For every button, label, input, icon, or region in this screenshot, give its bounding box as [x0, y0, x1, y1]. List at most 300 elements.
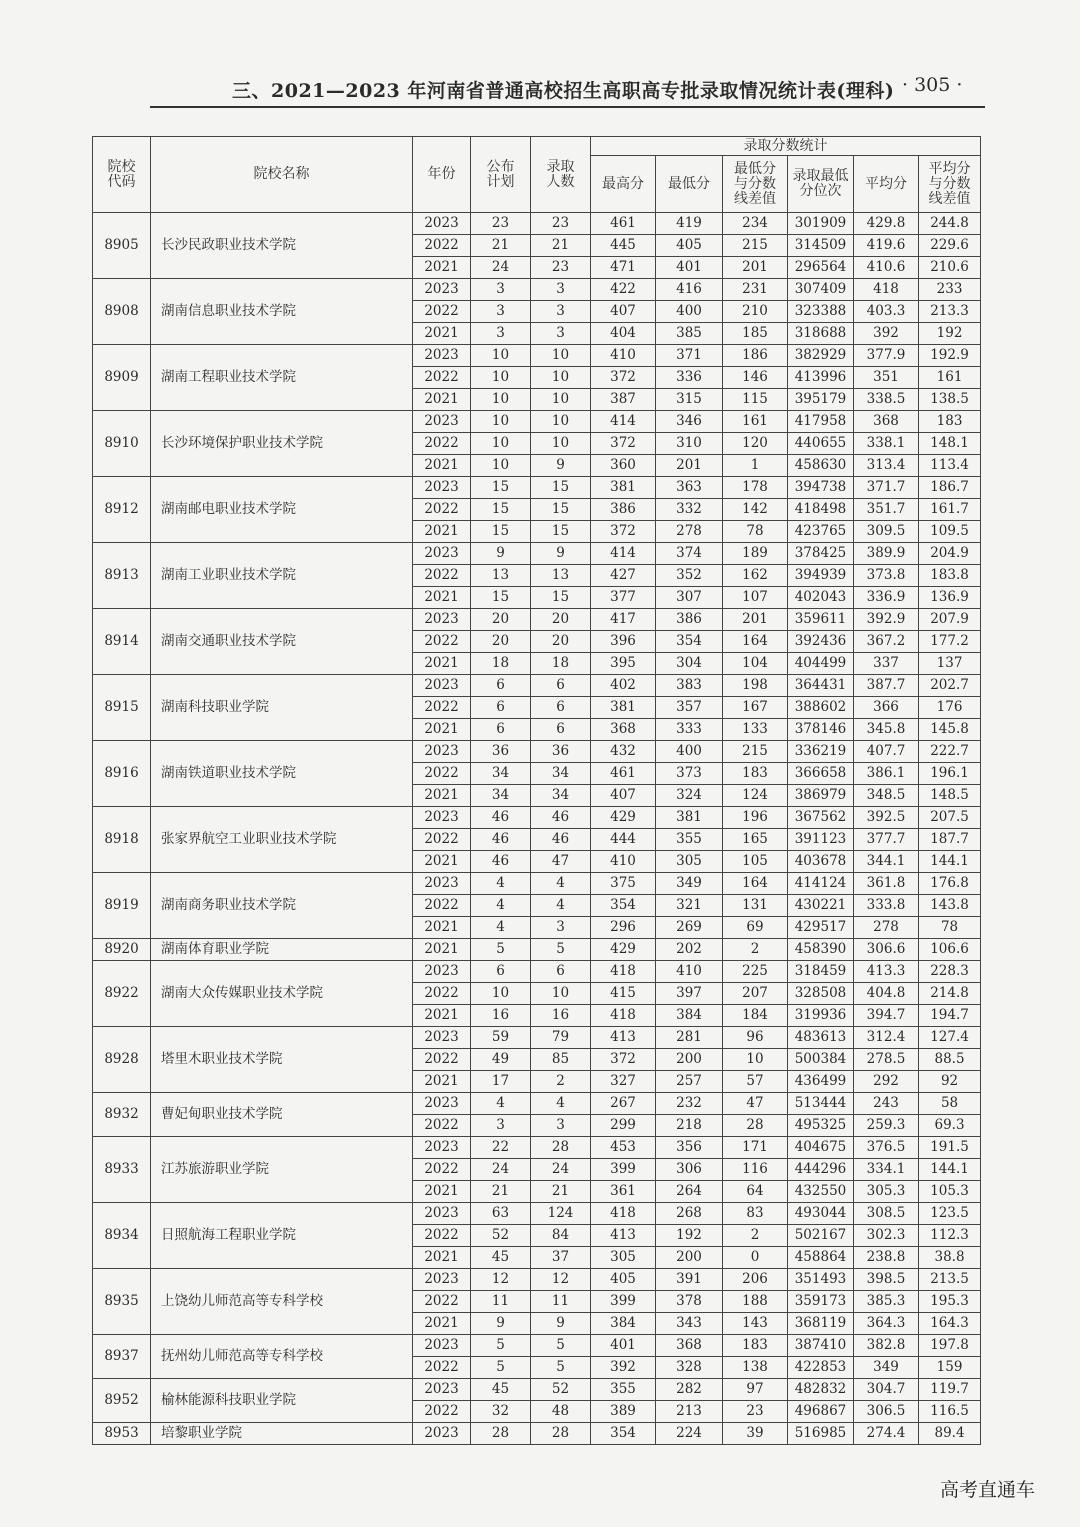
cell-max: 396: [591, 631, 656, 653]
cell-min: 218: [656, 1115, 723, 1137]
table-row: [93, 1093, 981, 1115]
cell-year: 2021: [413, 653, 471, 675]
cell-plan: 4: [471, 1093, 531, 1115]
cell-year: 2022: [413, 697, 471, 719]
cell-avg-diff: 112.3: [919, 1225, 981, 1247]
cell-plan: 24: [471, 257, 531, 279]
cell-admitted: 84: [531, 1225, 591, 1247]
cell-max: 444: [591, 829, 656, 851]
cell-plan: 6: [471, 697, 531, 719]
cell-avg-diff: 138.5: [919, 389, 981, 411]
cell-max: 414: [591, 543, 656, 565]
cell-avg: 404.8: [854, 983, 919, 1005]
cell-rank: 418498: [788, 499, 854, 521]
cell-avg-diff: 228.3: [919, 961, 981, 983]
cell-min-diff: 78: [723, 521, 788, 543]
cell-min: 321: [656, 895, 723, 917]
cell-plan: 10: [471, 367, 531, 389]
cell-plan: 15: [471, 499, 531, 521]
cell-min: 306: [656, 1159, 723, 1181]
cell-avg-diff: 183: [919, 411, 981, 433]
cell-year: 2021: [413, 785, 471, 807]
cell-min: 371: [656, 345, 723, 367]
school-code: 8919: [93, 873, 151, 939]
cell-avg: 313.4: [854, 455, 919, 477]
cell-admitted: 46: [531, 807, 591, 829]
cell-admitted: 24: [531, 1159, 591, 1181]
cell-plan: 15: [471, 587, 531, 609]
table-body: [93, 213, 981, 1445]
cell-min-diff: 215: [723, 741, 788, 763]
cell-avg-diff: 89.4: [919, 1423, 981, 1445]
cell-min: 355: [656, 829, 723, 851]
cell-admitted: 10: [531, 345, 591, 367]
cell-avg: 366: [854, 697, 919, 719]
col-name: 院校名称: [151, 137, 413, 213]
cell-plan: 28: [471, 1423, 531, 1445]
cell-avg-diff: 222.7: [919, 741, 981, 763]
cell-avg: 349: [854, 1357, 919, 1379]
cell-avg-diff: 210.6: [919, 257, 981, 279]
cell-avg: 308.5: [854, 1203, 919, 1225]
cell-min-diff: 83: [723, 1203, 788, 1225]
cell-rank: 328508: [788, 983, 854, 1005]
school-name: 湖南信息职业技术学院: [151, 279, 413, 345]
cell-min: 368: [656, 1335, 723, 1357]
cell-year: 2021: [413, 917, 471, 939]
cell-avg: 243: [854, 1093, 919, 1115]
cell-min-diff: 188: [723, 1291, 788, 1313]
cell-min-diff: 178: [723, 477, 788, 499]
cell-avg-diff: 196.1: [919, 763, 981, 785]
cell-year: 2023: [413, 675, 471, 697]
cell-avg: 410.6: [854, 257, 919, 279]
table-row: [93, 477, 981, 499]
cell-rank: 417958: [788, 411, 854, 433]
col-rank: 录取最低分位次: [788, 156, 854, 213]
cell-avg: 394.7: [854, 1005, 919, 1027]
cell-year: 2022: [413, 565, 471, 587]
cell-rank: 366658: [788, 763, 854, 785]
school-name: 湖南工业职业技术学院: [151, 543, 413, 609]
cell-plan: 3: [471, 301, 531, 323]
school-name: 湖南交通职业技术学院: [151, 609, 413, 675]
cell-min-diff: 2: [723, 1225, 788, 1247]
cell-plan: 5: [471, 939, 531, 961]
table-row: [93, 807, 981, 829]
cell-plan: 11: [471, 1291, 531, 1313]
cell-min: 397: [656, 983, 723, 1005]
cell-plan: 21: [471, 1181, 531, 1203]
cell-min: 416: [656, 279, 723, 301]
cell-min: 281: [656, 1027, 723, 1049]
cell-max: 453: [591, 1137, 656, 1159]
cell-admitted: 6: [531, 719, 591, 741]
cell-min-diff: 201: [723, 609, 788, 631]
cell-min-diff: 124: [723, 785, 788, 807]
cell-max: 395: [591, 653, 656, 675]
cell-min: 391: [656, 1269, 723, 1291]
cell-admitted: 20: [531, 631, 591, 653]
cell-avg: 418: [854, 279, 919, 301]
cell-max: 410: [591, 345, 656, 367]
cell-avg: 348.5: [854, 785, 919, 807]
cell-min: 201: [656, 455, 723, 477]
cell-rank: 430221: [788, 895, 854, 917]
cell-admitted: 34: [531, 763, 591, 785]
cell-min-diff: 161: [723, 411, 788, 433]
cell-max: 381: [591, 697, 656, 719]
cell-year: 2023: [413, 1335, 471, 1357]
cell-min: 202: [656, 939, 723, 961]
cell-rank: 318459: [788, 961, 854, 983]
cell-plan: 10: [471, 411, 531, 433]
cell-min: 410: [656, 961, 723, 983]
cell-min-diff: 96: [723, 1027, 788, 1049]
cell-plan: 15: [471, 521, 531, 543]
cell-admitted: 52: [531, 1379, 591, 1401]
cell-avg-diff: 233: [919, 279, 981, 301]
cell-year: 2022: [413, 763, 471, 785]
cell-avg: 302.3: [854, 1225, 919, 1247]
cell-plan: 20: [471, 609, 531, 631]
cell-plan: 23: [471, 213, 531, 235]
cell-rank: 296564: [788, 257, 854, 279]
cell-max: 384: [591, 1313, 656, 1335]
cell-avg-diff: 194.7: [919, 1005, 981, 1027]
cell-min: 304: [656, 653, 723, 675]
cell-min: 200: [656, 1049, 723, 1071]
cell-admitted: 37: [531, 1247, 591, 1269]
cell-rank: 359173: [788, 1291, 854, 1313]
cell-max: 418: [591, 961, 656, 983]
cell-plan: 20: [471, 631, 531, 653]
cell-min: 401: [656, 257, 723, 279]
school-code: 8933: [93, 1137, 151, 1203]
cell-avg: 333.8: [854, 895, 919, 917]
cell-year: 2021: [413, 257, 471, 279]
cell-min: 356: [656, 1137, 723, 1159]
cell-max: 404: [591, 323, 656, 345]
cell-avg-diff: 192.9: [919, 345, 981, 367]
cell-min-diff: 64: [723, 1181, 788, 1203]
cell-avg-diff: 92: [919, 1071, 981, 1093]
cell-min: 213: [656, 1401, 723, 1423]
cell-min: 310: [656, 433, 723, 455]
cell-admitted: 9: [531, 543, 591, 565]
cell-min: 257: [656, 1071, 723, 1093]
col-avg-diff: 平均分与分数线差值: [919, 156, 981, 213]
cell-plan: 10: [471, 433, 531, 455]
cell-max: 418: [591, 1005, 656, 1027]
cell-avg-diff: 148.1: [919, 433, 981, 455]
cell-admitted: 15: [531, 587, 591, 609]
cell-max: 445: [591, 235, 656, 257]
cell-rank: 395179: [788, 389, 854, 411]
cell-year: 2021: [413, 389, 471, 411]
cell-avg: 429.8: [854, 213, 919, 235]
cell-min-diff: 189: [723, 543, 788, 565]
cell-min: 269: [656, 917, 723, 939]
cell-rank: 429517: [788, 917, 854, 939]
school-code: 8920: [93, 939, 151, 961]
cell-plan: 13: [471, 565, 531, 587]
cell-min: 419: [656, 213, 723, 235]
cell-year: 2021: [413, 521, 471, 543]
cell-admitted: 15: [531, 477, 591, 499]
school-name: 抚州幼儿师范高等专科学校: [151, 1335, 413, 1379]
cell-max: 413: [591, 1027, 656, 1049]
cell-admitted: 11: [531, 1291, 591, 1313]
cell-rank: 422853: [788, 1357, 854, 1379]
cell-plan: 6: [471, 675, 531, 697]
cell-avg-diff: 195.3: [919, 1291, 981, 1313]
cell-avg-diff: 207.5: [919, 807, 981, 829]
cell-min-diff: 225: [723, 961, 788, 983]
cell-rank: 404499: [788, 653, 854, 675]
cell-avg: 306.5: [854, 1401, 919, 1423]
cell-plan: 49: [471, 1049, 531, 1071]
cell-admitted: 3: [531, 917, 591, 939]
cell-min: 200: [656, 1247, 723, 1269]
cell-min: 315: [656, 389, 723, 411]
cell-admitted: 10: [531, 367, 591, 389]
cell-min: 381: [656, 807, 723, 829]
cell-avg-diff: 137: [919, 653, 981, 675]
cell-year: 2022: [413, 1291, 471, 1313]
cell-min-diff: 133: [723, 719, 788, 741]
cell-rank: 500384: [788, 1049, 854, 1071]
cell-admitted: 28: [531, 1423, 591, 1445]
cell-admitted: 23: [531, 257, 591, 279]
cell-rank: 493044: [788, 1203, 854, 1225]
cell-plan: 21: [471, 235, 531, 257]
cell-avg-diff: 109.5: [919, 521, 981, 543]
col-group-score-stats: 录取分数统计: [591, 137, 981, 156]
cell-plan: 3: [471, 279, 531, 301]
cell-max: 461: [591, 763, 656, 785]
cell-admitted: 4: [531, 873, 591, 895]
cell-admitted: 6: [531, 961, 591, 983]
cell-admitted: 47: [531, 851, 591, 873]
cell-rank: 367562: [788, 807, 854, 829]
cell-admitted: 20: [531, 609, 591, 631]
cell-admitted: 46: [531, 829, 591, 851]
cell-avg: 312.4: [854, 1027, 919, 1049]
cell-admitted: 15: [531, 499, 591, 521]
cell-year: 2023: [413, 1093, 471, 1115]
cell-min: 336: [656, 367, 723, 389]
school-name: 湖南工程职业技术学院: [151, 345, 413, 411]
cell-max: 407: [591, 785, 656, 807]
cell-avg-diff: 197.8: [919, 1335, 981, 1357]
cell-avg: 351: [854, 367, 919, 389]
cell-avg-diff: 183.8: [919, 565, 981, 587]
cell-rank: 378146: [788, 719, 854, 741]
cell-avg: 385.3: [854, 1291, 919, 1313]
cell-admitted: 3: [531, 301, 591, 323]
cell-max: 392: [591, 1357, 656, 1379]
cell-min: 264: [656, 1181, 723, 1203]
cell-avg-diff: 123.5: [919, 1203, 981, 1225]
school-name: 湖南科技职业学院: [151, 675, 413, 741]
cell-max: 402: [591, 675, 656, 697]
table-row: [93, 411, 981, 433]
school-code: 8935: [93, 1269, 151, 1335]
cell-avg: 304.7: [854, 1379, 919, 1401]
cell-year: 2022: [413, 1225, 471, 1247]
cell-rank: 382929: [788, 345, 854, 367]
cell-plan: 46: [471, 807, 531, 829]
col-max: 最高分: [591, 156, 656, 213]
cell-year: 2021: [413, 939, 471, 961]
cell-max: 372: [591, 367, 656, 389]
cell-min-diff: 0: [723, 1247, 788, 1269]
cell-avg-diff: 119.7: [919, 1379, 981, 1401]
cell-avg: 413.3: [854, 961, 919, 983]
table-row: [93, 1269, 981, 1291]
cell-min-diff: 231: [723, 279, 788, 301]
table-row: [93, 1379, 981, 1401]
cell-min-diff: 105: [723, 851, 788, 873]
cell-admitted: 23: [531, 213, 591, 235]
cell-avg-diff: 204.9: [919, 543, 981, 565]
cell-avg: 338.1: [854, 433, 919, 455]
cell-year: 2022: [413, 1049, 471, 1071]
cell-max: 375: [591, 873, 656, 895]
cell-rank: 319936: [788, 1005, 854, 1027]
cell-max: 413: [591, 1225, 656, 1247]
cell-avg-diff: 78: [919, 917, 981, 939]
cell-rank: 359611: [788, 609, 854, 631]
cell-rank: 394738: [788, 477, 854, 499]
cell-max: 405: [591, 1269, 656, 1291]
cell-max: 360: [591, 455, 656, 477]
cell-year: 2022: [413, 301, 471, 323]
cell-min-diff: 234: [723, 213, 788, 235]
school-code: 8909: [93, 345, 151, 411]
cell-avg-diff: 187.7: [919, 829, 981, 851]
cell-max: 417: [591, 609, 656, 631]
cell-plan: 18: [471, 653, 531, 675]
cell-year: 2022: [413, 1401, 471, 1423]
school-code: 8905: [93, 213, 151, 279]
school-code: 8918: [93, 807, 151, 873]
table-row: [93, 741, 981, 763]
cell-max: 386: [591, 499, 656, 521]
cell-avg: 338.5: [854, 389, 919, 411]
table-row: [93, 543, 981, 565]
cell-year: 2023: [413, 741, 471, 763]
watermark-text: 高考直通车: [940, 1479, 1036, 1501]
cell-admitted: 5: [531, 939, 591, 961]
cell-year: 2021: [413, 1005, 471, 1027]
table-row: [93, 675, 981, 697]
cell-plan: 5: [471, 1335, 531, 1357]
cell-max: 399: [591, 1291, 656, 1313]
cell-avg: 278: [854, 917, 919, 939]
col-admitted: 录取人数: [531, 137, 591, 213]
cell-avg: 367.2: [854, 631, 919, 653]
cell-avg: 259.3: [854, 1115, 919, 1137]
table-row: [93, 609, 981, 631]
cell-rank: 483613: [788, 1027, 854, 1049]
cell-avg-diff: 105.3: [919, 1181, 981, 1203]
cell-max: 415: [591, 983, 656, 1005]
cell-admitted: 10: [531, 389, 591, 411]
cell-admitted: 9: [531, 455, 591, 477]
cell-admitted: 13: [531, 565, 591, 587]
cell-rank: 495325: [788, 1115, 854, 1137]
cell-min: 232: [656, 1093, 723, 1115]
cell-admitted: 124: [531, 1203, 591, 1225]
cell-avg-diff: 161: [919, 367, 981, 389]
cell-year: 2021: [413, 719, 471, 741]
cell-avg-diff: 148.5: [919, 785, 981, 807]
cell-min: 268: [656, 1203, 723, 1225]
table-row: [93, 1027, 981, 1049]
school-name: 塔里木职业技术学院: [151, 1027, 413, 1093]
cell-max: 354: [591, 1423, 656, 1445]
cell-year: 2022: [413, 499, 471, 521]
cell-min: 374: [656, 543, 723, 565]
cell-min-diff: 69: [723, 917, 788, 939]
cell-plan: 9: [471, 543, 531, 565]
cell-year: 2023: [413, 1269, 471, 1291]
cell-avg: 377.9: [854, 345, 919, 367]
school-code: 8912: [93, 477, 151, 543]
cell-min: 343: [656, 1313, 723, 1335]
cell-min: 278: [656, 521, 723, 543]
cell-max: 401: [591, 1335, 656, 1357]
cell-rank: 458390: [788, 939, 854, 961]
cell-max: 372: [591, 521, 656, 543]
cell-avg: 368: [854, 411, 919, 433]
cell-rank: 444296: [788, 1159, 854, 1181]
cell-avg: 376.5: [854, 1137, 919, 1159]
cell-min-diff: 206: [723, 1269, 788, 1291]
cell-admitted: 3: [531, 323, 591, 345]
cell-year: 2021: [413, 323, 471, 345]
cell-avg: 292: [854, 1071, 919, 1093]
cell-min: 307: [656, 587, 723, 609]
cell-plan: 4: [471, 873, 531, 895]
cell-avg: 344.1: [854, 851, 919, 873]
cell-admitted: 28: [531, 1137, 591, 1159]
cell-min-diff: 47: [723, 1093, 788, 1115]
cell-plan: 5: [471, 1357, 531, 1379]
cell-avg: 278.5: [854, 1049, 919, 1071]
cell-admitted: 48: [531, 1401, 591, 1423]
cell-max: 410: [591, 851, 656, 873]
cell-min-diff: 184: [723, 1005, 788, 1027]
cell-min-diff: 57: [723, 1071, 788, 1093]
table-row: [93, 939, 981, 961]
cell-rank: 364431: [788, 675, 854, 697]
cell-max: 296: [591, 917, 656, 939]
table-row: [93, 1335, 981, 1357]
table-row: [93, 1203, 981, 1225]
cell-year: 2022: [413, 983, 471, 1005]
cell-avg: 364.3: [854, 1313, 919, 1335]
cell-year: 2021: [413, 1247, 471, 1269]
cell-rank: 323388: [788, 301, 854, 323]
cell-avg-diff: 213.3: [919, 301, 981, 323]
cell-year: 2023: [413, 543, 471, 565]
cell-max: 355: [591, 1379, 656, 1401]
cell-avg: 309.5: [854, 521, 919, 543]
cell-rank: 502167: [788, 1225, 854, 1247]
